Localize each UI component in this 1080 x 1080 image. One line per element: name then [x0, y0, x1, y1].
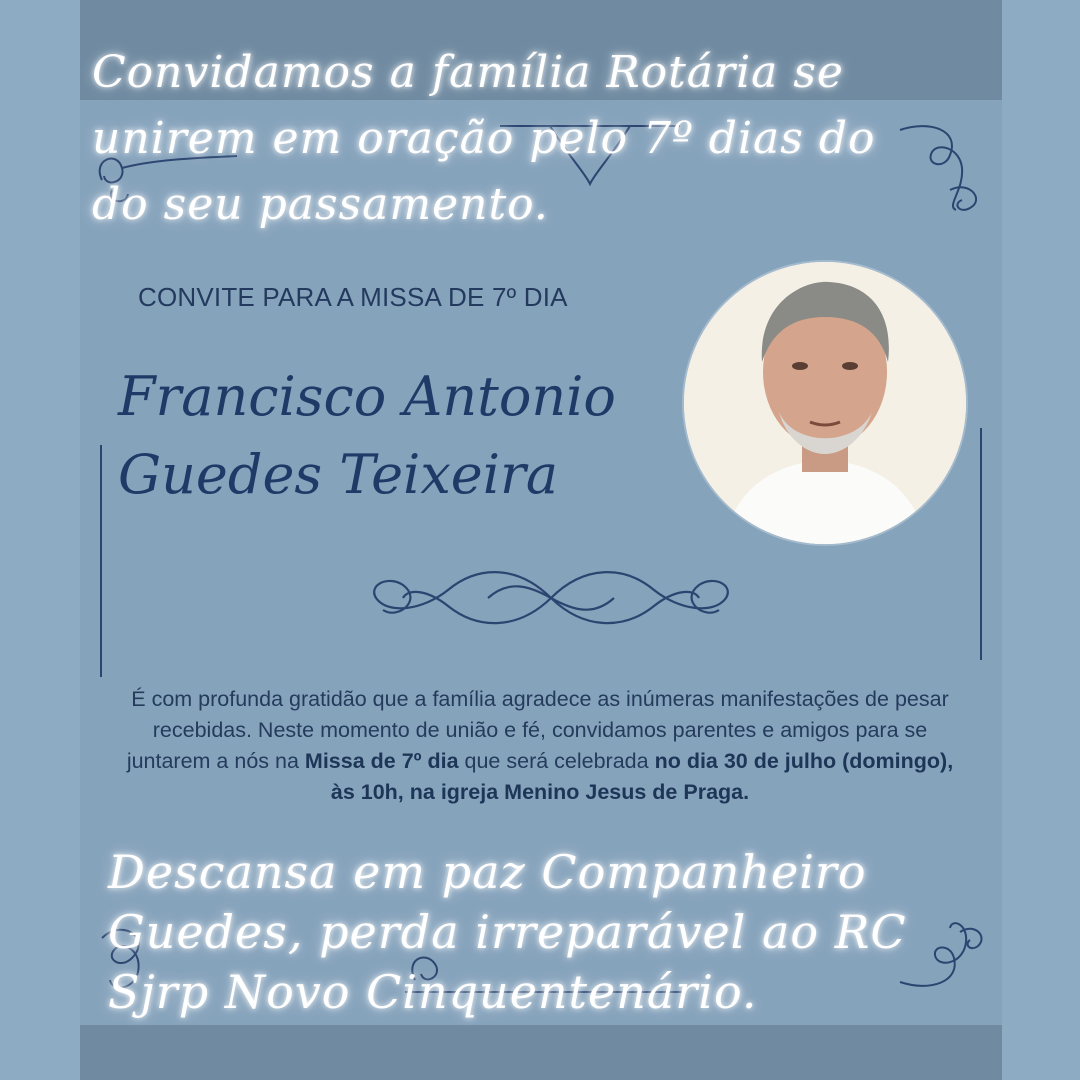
tribute-top-line1: Convidamos a família Rotária se: [92, 47, 844, 98]
tribute-bottom-line2: Guedes, perda irreparável ao RC: [108, 905, 907, 959]
tribute-bottom-line1: Descansa em paz Companheiro: [108, 845, 867, 899]
message-part2: que será celebrada: [458, 749, 655, 773]
deceased-name: [118, 358, 616, 514]
deceased-name-line2: Guedes Teixeira: [118, 443, 559, 506]
bottom-band: [80, 1025, 1002, 1080]
message-bold-mass: Missa de 7º dia: [304, 749, 459, 773]
portrait-photo: [684, 262, 966, 544]
flourish-center-icon: [368, 560, 734, 636]
flourish-top-right-icon: [890, 110, 990, 220]
tribute-text-bottom: [108, 842, 907, 1022]
message-paragraph: [112, 684, 968, 808]
message-part1: É com profunda gratidão que a família agradece as inúmeras manifestações de pesar recebidas. Neste momento de união e fé, convidamos parentes e amigos para se juntarem a nós na: [126, 687, 949, 773]
divider-line-right: [980, 428, 982, 660]
tribute-top-line3: do seu passamento.: [92, 179, 549, 230]
invitation-heading: CONVITE PARA A MISSA DE 7º DIA: [138, 282, 568, 312]
deceased-name-line1: Francisco Antonio: [118, 365, 616, 428]
tribute-bottom-line3: Sjrp Novo Cinquentenário.: [108, 965, 758, 1019]
tribute-top-line2: unirem em oração pelo 7º dias do: [92, 113, 876, 164]
portrait-person-icon: [684, 262, 966, 544]
tribute-text-top: [92, 40, 876, 238]
outer-border-right: [1002, 0, 1080, 1080]
message-bold-date: no dia 30 de julho (domingo), às 10h, na igreja Menino Jesus de Praga.: [330, 749, 954, 804]
divider-line-left: [100, 445, 102, 677]
outer-border-left: [0, 0, 80, 1080]
